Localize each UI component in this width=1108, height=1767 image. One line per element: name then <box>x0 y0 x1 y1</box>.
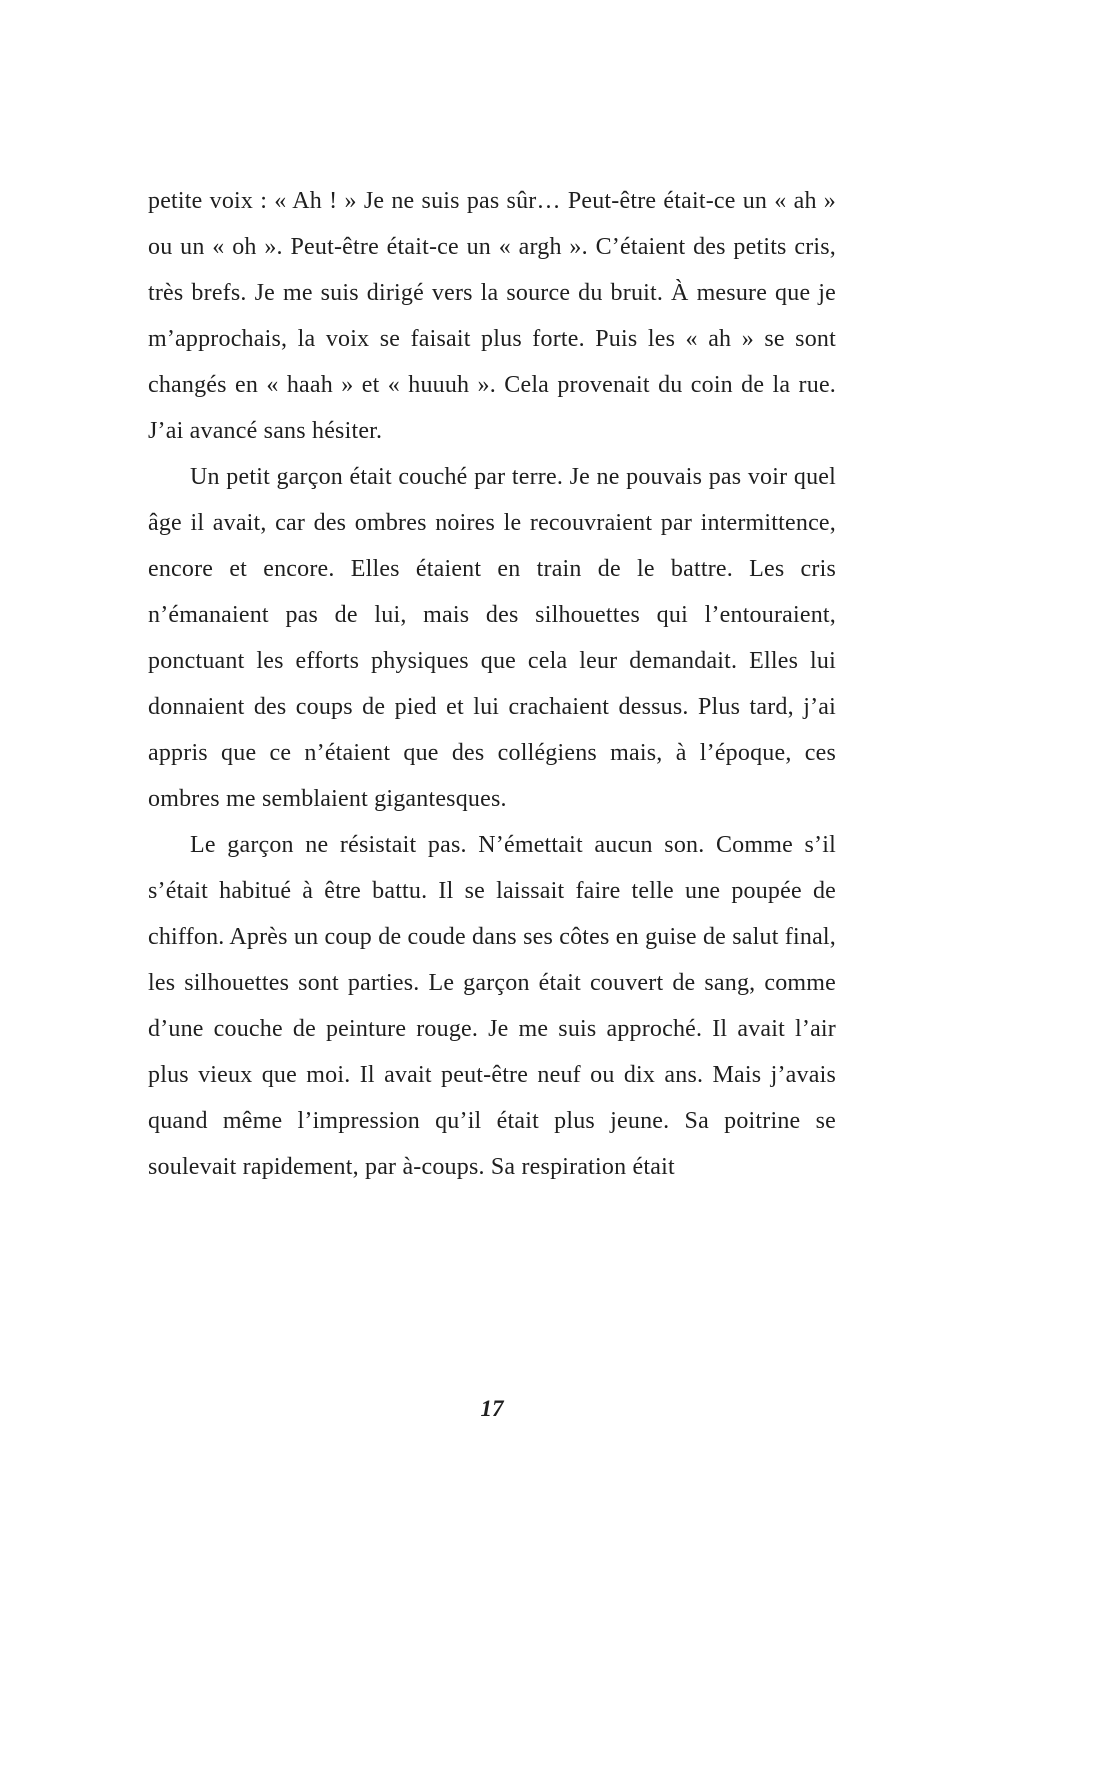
paragraph: Le garçon ne résistait pas. N’émettait aucun son. Comme s’il s’était habitué à être battu. Il se laissait faire telle une poupée de chiffon. Après un coup de coude dans ses côtes en guise de salut final, les silhouettes sont parties. Le garçon était couvert de sang, comme d’une couche de peinture rouge. Je me suis approché. Il avait l’air plus vieux que moi. Il avait peut-être neuf ou dix ans. Mais j’avais quand même l’impression qu’il était plus jeune. Sa poitrine se soulevait rapidement, par à-coups. Sa respiration était <box>148 832 836 1180</box>
paragraph: Un petit garçon était couché par terre. Je ne pouvais pas voir quel âge il avait, car des ombres noires le recouvraient par intermittence, encore et encore. Elles étaient en train de le battre. Les cris n’émanaient pas de lui, mais des silhouettes qui l’entouraient, ponctuant les efforts physiques que cela leur demandait. Elles lui donnaient des coups de pied et lui crachaient dessus. Plus tard, j’ai appris que ce n’étaient que des collégiens mais, à l’époque, ces ombres me semblaient gigantesques. <box>148 464 836 812</box>
paragraph: petite voix : « Ah ! » Je ne suis pas sûr… Peut-être était-ce un « ah » ou un « oh ». Peut-être était-ce un « argh ». C’étaient des petits cris, très brefs. Je me suis dirigé vers la source du bruit. À mesure que je m’approchais, la voix se faisait plus forte. Puis les « ah » se sont changés en « haah » et « huuuh ». Cela provenait du coin de la rue. J’ai avancé sans hésiter. <box>148 188 836 444</box>
page-text <box>148 178 836 1190</box>
page-number: 17 <box>480 1396 504 1421</box>
